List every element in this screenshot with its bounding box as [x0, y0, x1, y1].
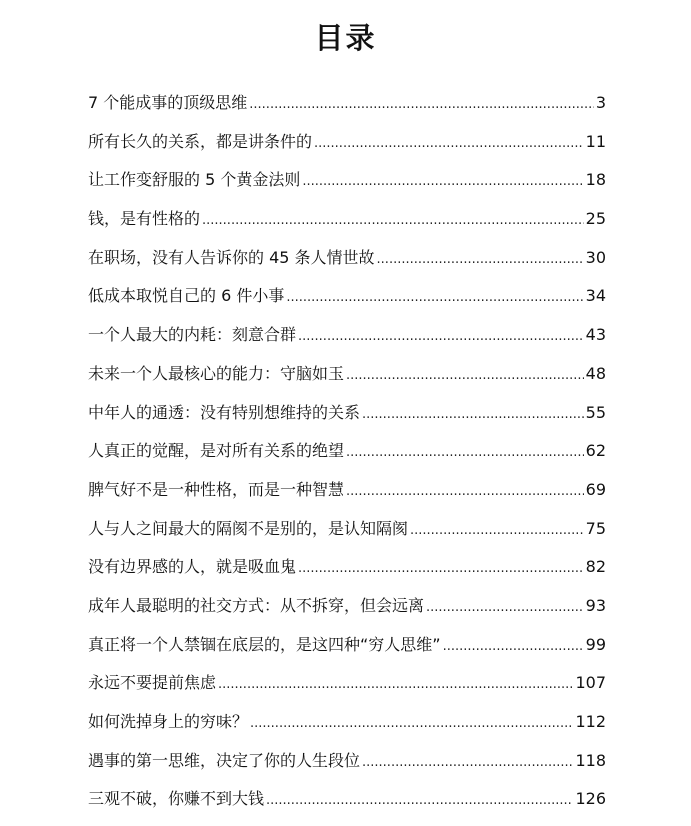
toc-entry-page: 62 — [585, 441, 606, 461]
toc-entry-page: 3 — [595, 93, 606, 112]
toc-entry-page: 34 — [585, 286, 606, 306]
toc-leader-dots — [298, 318, 584, 357]
toc-entry-title: 永远不要提前焦虑 — [88, 673, 217, 693]
toc-list — [88, 84, 606, 819]
toc-entry[interactable] — [88, 316, 606, 355]
toc-entry-page: 126 — [575, 789, 606, 809]
toc-leader-dots — [346, 434, 584, 473]
toc-leader-dots — [286, 279, 583, 318]
toc-entry-page: 107 — [575, 673, 606, 693]
toc-entry-title: 未来一个人最核心的能力：守脑如玉 — [88, 363, 345, 383]
toc-leader-dots — [249, 86, 594, 125]
toc-entry-page: 30 — [585, 247, 606, 267]
toc-entry[interactable] — [88, 239, 606, 278]
toc-entry-title: 如何洗掉身上的穷味？ — [88, 712, 249, 731]
toc-entry-page: 55 — [585, 402, 606, 422]
toc-entry-page: 75 — [585, 518, 606, 538]
toc-entry-page: 93 — [585, 595, 606, 615]
toc-leader-dots — [443, 628, 584, 667]
toc-entry[interactable] — [88, 587, 606, 626]
toc-leader-dots — [410, 512, 584, 551]
toc-leader-dots — [314, 125, 584, 164]
toc-entry[interactable] — [88, 161, 606, 200]
toc-entry-page: 43 — [585, 325, 606, 345]
toc-entry-page: 69 — [585, 479, 606, 499]
toc-entry-page: 112 — [575, 712, 606, 731]
toc-leader-dots — [362, 396, 584, 435]
toc-leader-dots — [266, 782, 573, 821]
toc-entry-title: 低成本取悦自己的 6 件小事 — [88, 286, 285, 306]
toc-entry[interactable] — [88, 123, 606, 162]
toc-entry-page: 99 — [585, 634, 606, 654]
toc-entry[interactable] — [88, 780, 606, 819]
toc-entry-title: 钱，是有性格的 — [88, 209, 201, 229]
toc-entry-title: 中年人的通透：没有特别想维持的关系 — [88, 402, 361, 422]
toc-entry[interactable] — [88, 355, 606, 394]
toc-entry-title: 成年人最聪明的社交方式：从不拆穿，但会远离 — [88, 595, 425, 615]
toc-entry[interactable] — [88, 742, 606, 781]
toc-leader-dots — [346, 473, 584, 512]
toc-entry[interactable] — [88, 471, 606, 510]
toc-leader-dots — [302, 163, 583, 202]
toc-leader-dots — [377, 241, 584, 280]
toc-entry-title: 7 个能成事的顶级思维 — [88, 93, 248, 112]
toc-entry-title: 真正将一个人禁锢在底层的，是这四种“穷人思维” — [88, 634, 441, 654]
toc-entry-title: 遇事的第一思维，决定了你的人生段位 — [88, 750, 361, 770]
toc-entry[interactable] — [88, 626, 606, 665]
toc-entry-title: 人与人之间最大的隔阂不是别的，是认知隔阂 — [88, 518, 409, 538]
toc-entry-page: 118 — [575, 750, 606, 770]
toc-entry[interactable] — [88, 510, 606, 549]
toc-entry-page: 48 — [585, 363, 606, 383]
toc-entry-title: 没有边界感的人，就是吸血鬼 — [88, 557, 297, 577]
toc-entry[interactable] — [88, 200, 606, 239]
toc-entry[interactable] — [88, 394, 606, 433]
toc-entry[interactable] — [88, 277, 606, 316]
toc-entry[interactable] — [88, 548, 606, 587]
toc-entry-title: 一个人最大的内耗：刻意合群 — [88, 325, 297, 345]
toc-leader-dots — [346, 357, 584, 396]
toc-title: 目录 — [314, 21, 377, 55]
toc-entry-title: 人真正的觉醒，是对所有关系的绝望 — [88, 441, 345, 461]
toc-entry-title: 所有长久的关系，都是讲条件的 — [88, 131, 313, 151]
toc-leader-dots — [426, 589, 584, 628]
toc-leader-dots — [218, 666, 573, 705]
toc-leader-dots — [298, 550, 584, 589]
toc-entry[interactable] — [88, 432, 606, 471]
toc-leader-dots — [202, 202, 584, 241]
toc-entry-title: 在职场，没有人告诉你的 45 条人情世故 — [88, 247, 375, 267]
toc-entry-title: 脾气好不是一种性格，而是一种智慧 — [88, 479, 345, 499]
toc-entry[interactable] — [88, 664, 606, 703]
toc-entry[interactable] — [88, 703, 606, 742]
toc-leader-dots — [362, 744, 573, 783]
toc-entry[interactable] — [88, 84, 606, 123]
toc-entry-title: 三观不破，你赚不到大钱 — [88, 789, 265, 809]
toc-entry-page: 11 — [585, 131, 606, 151]
toc-entry-title: 让工作变舒服的 5 个黄金法则 — [88, 170, 301, 190]
toc-leader-dots — [250, 705, 573, 744]
toc-entry-page: 25 — [585, 209, 606, 229]
toc-entry-page: 82 — [585, 557, 606, 577]
toc-entry-page: 18 — [585, 170, 606, 190]
